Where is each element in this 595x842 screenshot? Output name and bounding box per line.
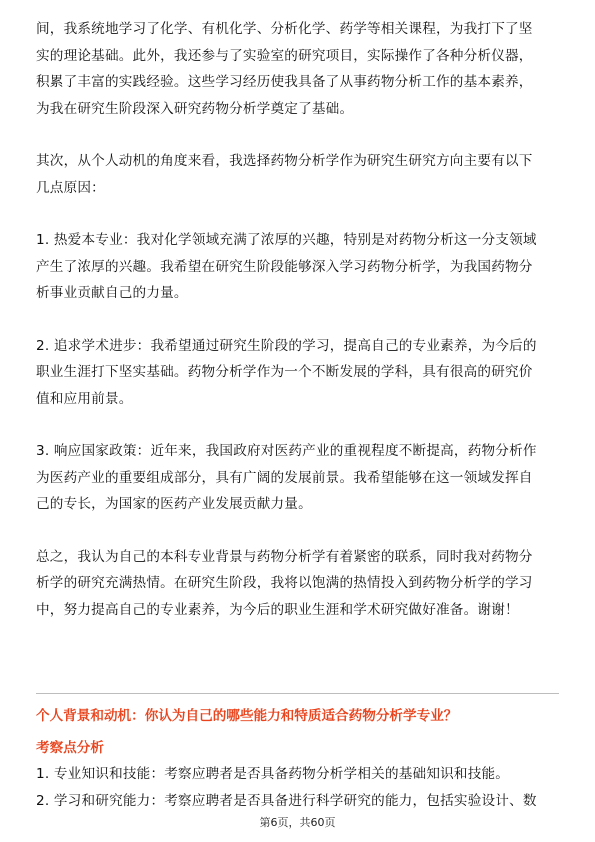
text-line: 值和应用前景。 <box>36 390 133 407</box>
text-line: 2. 追求学术进步：我希望通过研究生阶段的学习，提高自己的专业素养，为今后的 <box>36 337 537 354</box>
text-line: 1. 热爱本专业：我对化学领域充满了浓厚的兴趣，特别是对药物分析这一分支领域 <box>36 232 537 248</box>
text-line: 实的理论基础。此外，我还参与了实验室的研究项目，实际操作了各种分析仪器， <box>36 47 533 64</box>
section-divider <box>36 693 559 694</box>
text-line: 析学的研究充满热情。在研究生阶段，我将以饱满的热情投入到药物分析学的学习 <box>36 575 533 591</box>
conclusion-paragraph <box>36 544 559 624</box>
intro-paragraph <box>36 16 559 122</box>
body-text <box>36 16 559 623</box>
text-line: 产生了浓厚的兴趣。我希望在研究生阶段能够深入学习药物分析学，为我国药物分 <box>36 258 533 275</box>
section-heading: 考察点分析 <box>36 740 104 756</box>
reason-1-paragraph <box>36 227 559 307</box>
text-line: 为我在研究生阶段深入研究药物分析学奠定了基础。 <box>36 100 354 117</box>
analysis-point: 1. 专业知识和技能：考察应聘者是否具备药物分析学相关的基础知识和技能。 <box>36 766 510 782</box>
text-line: 3. 响应国家政策：近年来，我国政府对医药产业的重视程度不断提高，药物分析作 <box>36 443 537 459</box>
text-line: 几点原因： <box>36 179 105 196</box>
reason-2-paragraph <box>36 333 559 413</box>
text-line: 析事业贡献自己的力量。 <box>36 285 188 301</box>
page-footer: 第6页，共60页 <box>259 816 336 829</box>
text-line: 为医药产业的重要组成部分，具有广阔的发展前景。我希望能够在这一领域发挥自 <box>36 469 533 486</box>
text-line: 总之，我认为自己的本科专业背景与药物分析学有着紧密的联系，同时我对药物分 <box>36 548 533 565</box>
question-title: 个人背景和动机：你认为自己的哪些能力和特质适合药物分析学专业？ <box>36 708 458 724</box>
text-line: 其次，从个人动机的角度来看，我选择药物分析学作为研究生研究方向主要有以下 <box>36 153 533 169</box>
analysis-point: 2. 学习和研究能力：考察应聘者是否具备进行科学研究的能力，包括实验设计、数 <box>36 793 537 809</box>
text-line: 职业生涯打下坚实基础。药物分析学作为一个不断发展的学科，具有很高的研究价 <box>36 364 533 380</box>
text-line: 中，努力提高自己的专业素养，为今后的职业生涯和学术研究做好准备。谢谢！ <box>36 601 519 618</box>
text-line: 己的专长，为国家的医药产业发展贡献力量。 <box>36 496 312 512</box>
text-line: 间，我系统地学习了化学、有机化学、分析化学、药学等相关课程，为我打下了坚 <box>36 21 533 37</box>
reason-3-paragraph <box>36 438 559 518</box>
motivation-paragraph <box>36 148 559 201</box>
text-line: 积累了丰富的实践经验。这些学习经历使我具备了从事药物分析工作的基本素养， <box>36 74 533 90</box>
